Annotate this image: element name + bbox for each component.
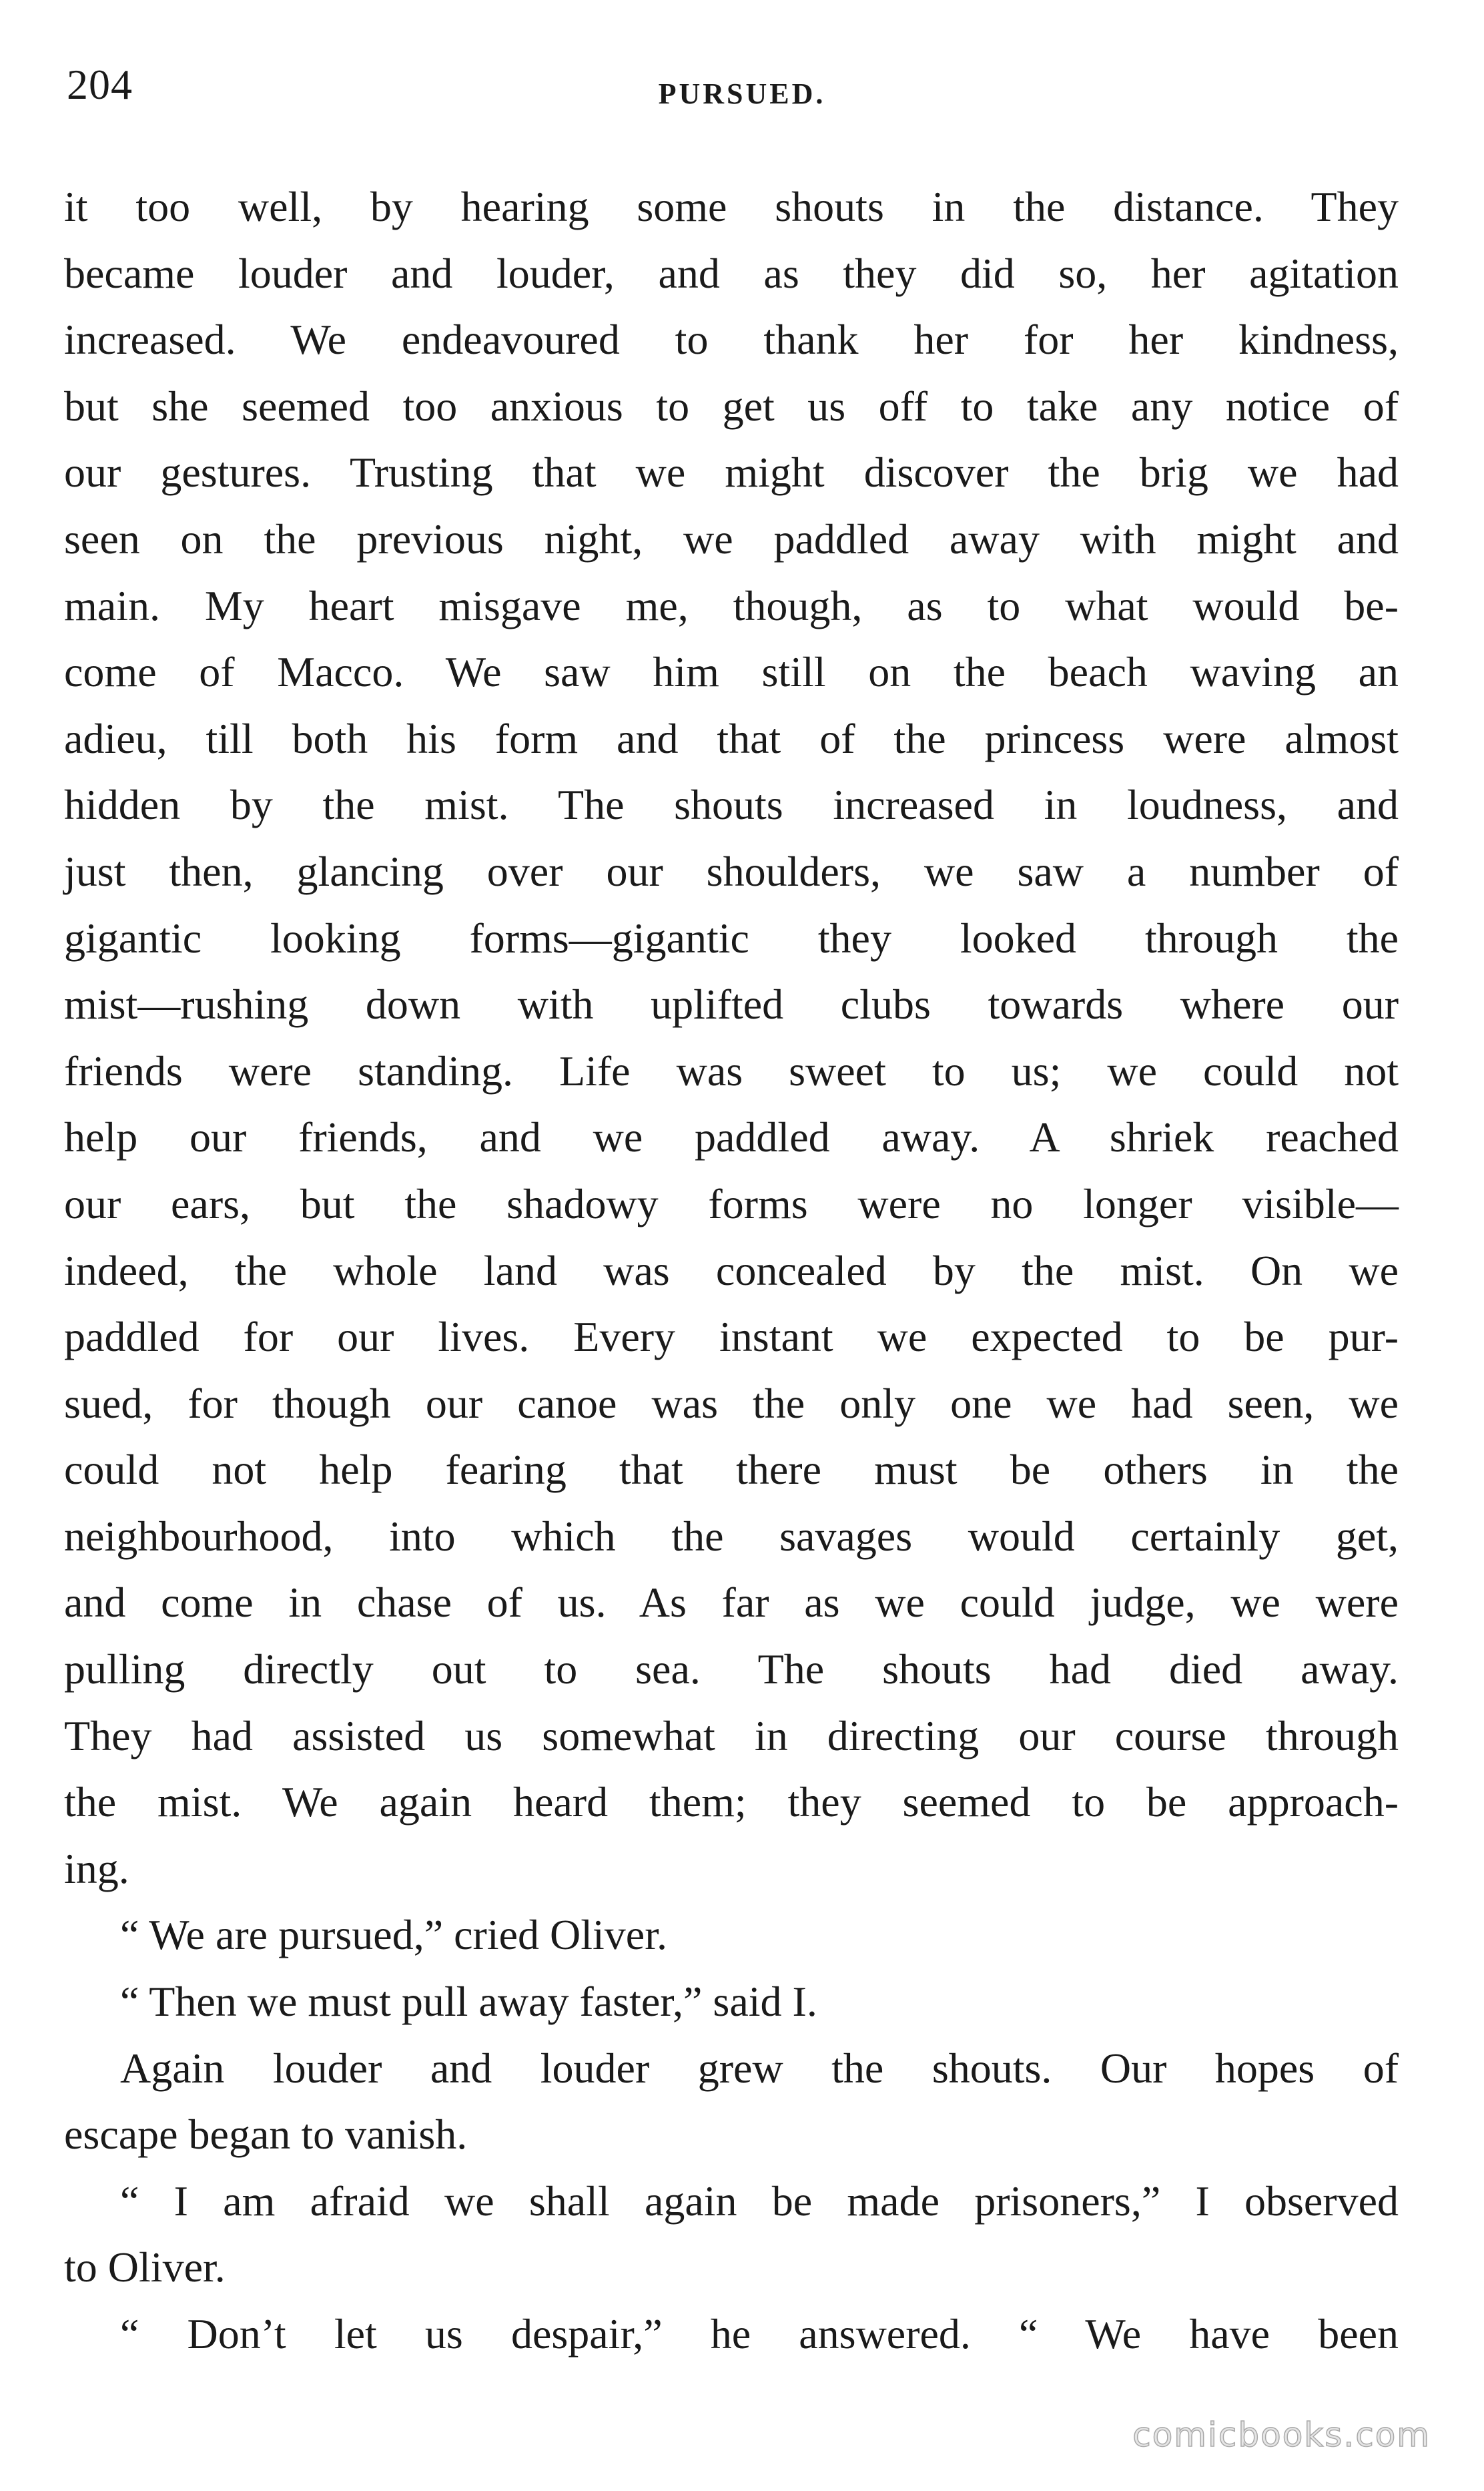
text-line: it too well, by hearing some shouts in the distance. They (64, 183, 1399, 230)
text-line: “ We are pursued,” cried Oliver. (120, 1911, 667, 1959)
text-line: gigantic looking forms—gigantic they looked through the (64, 914, 1399, 962)
text-line: They had assisted us somewhat in directing our course through (64, 1711, 1399, 1759)
text-line: but she seemed too anxious to get us off to take any notice of (64, 382, 1399, 430)
text-line: paddled for our lives. Every instant we expected to be pur- (64, 1313, 1399, 1361)
running-head: PURSUED. (658, 77, 826, 110)
text-line: “ Don’t let us despair,” he answered. “ We have been (120, 2310, 1399, 2358)
text-line: could not help fearing that there must be others in the (64, 1446, 1399, 1494)
text-line: seen on the previous night, we paddled away with might and (64, 515, 1399, 563)
text-line: ing. (64, 1844, 129, 1892)
text-line: adieu, till both his form and that of the princess were almost (64, 714, 1399, 762)
text-line: help our friends, and we paddled away. A shriek reached (64, 1113, 1399, 1161)
text-line: indeed, the whole land was concealed by the mist. On we (64, 1246, 1399, 1294)
text-line: the mist. We again heard them; they seemed to be approach- (64, 1778, 1399, 1826)
text-line: hidden by the mist. The shouts increased in loudness, and (64, 781, 1399, 829)
text-line: became louder and louder, and as they did so, her agitation (64, 249, 1399, 297)
text-line: neighbourhood, into which the savages would certainly get, (64, 1512, 1399, 1560)
text-line: our gestures. Trusting that we might discover the brig we had (64, 449, 1399, 497)
page-number: 204 (67, 61, 133, 108)
text-line: sued, for though our canoe was the only one we had seen, we (64, 1379, 1399, 1427)
text-line: pulling directly out to sea. The shouts had died away. (64, 1645, 1399, 1693)
text-line: and come in chase of us. As far as we could judge, we were (64, 1579, 1399, 1627)
text-line: just then, glancing over our shoulders, we saw a number of (64, 847, 1399, 895)
text-line: friends were standing. Life was sweet to us; we could not (64, 1047, 1399, 1095)
text-line: “ Then we must pull away faster,” said I. (120, 1978, 817, 2026)
text-line: escape began to vanish. (64, 2111, 468, 2159)
text-line: our ears, but the shadowy forms were no longer visible— (64, 1179, 1399, 1227)
text-line: main. My heart misgave me, though, as to what would be- (64, 581, 1399, 629)
text-line: mist—rushing down with uplifted clubs towards where our (64, 981, 1399, 1029)
text-line: to Oliver. (64, 2243, 226, 2291)
text-line: come of Macco. We saw him still on the beach waving an (64, 648, 1399, 696)
watermark-logo: comicbooks.com (1132, 2416, 1431, 2454)
text-line: Again louder and louder grew the shouts. Our hopes of (120, 2044, 1399, 2092)
text-line: “ I am afraid we shall again be made prisoners,” I observed (120, 2177, 1399, 2225)
text-line: increased. We endeavoured to thank her for her kindness, (64, 316, 1399, 364)
body-text (64, 174, 1399, 2368)
